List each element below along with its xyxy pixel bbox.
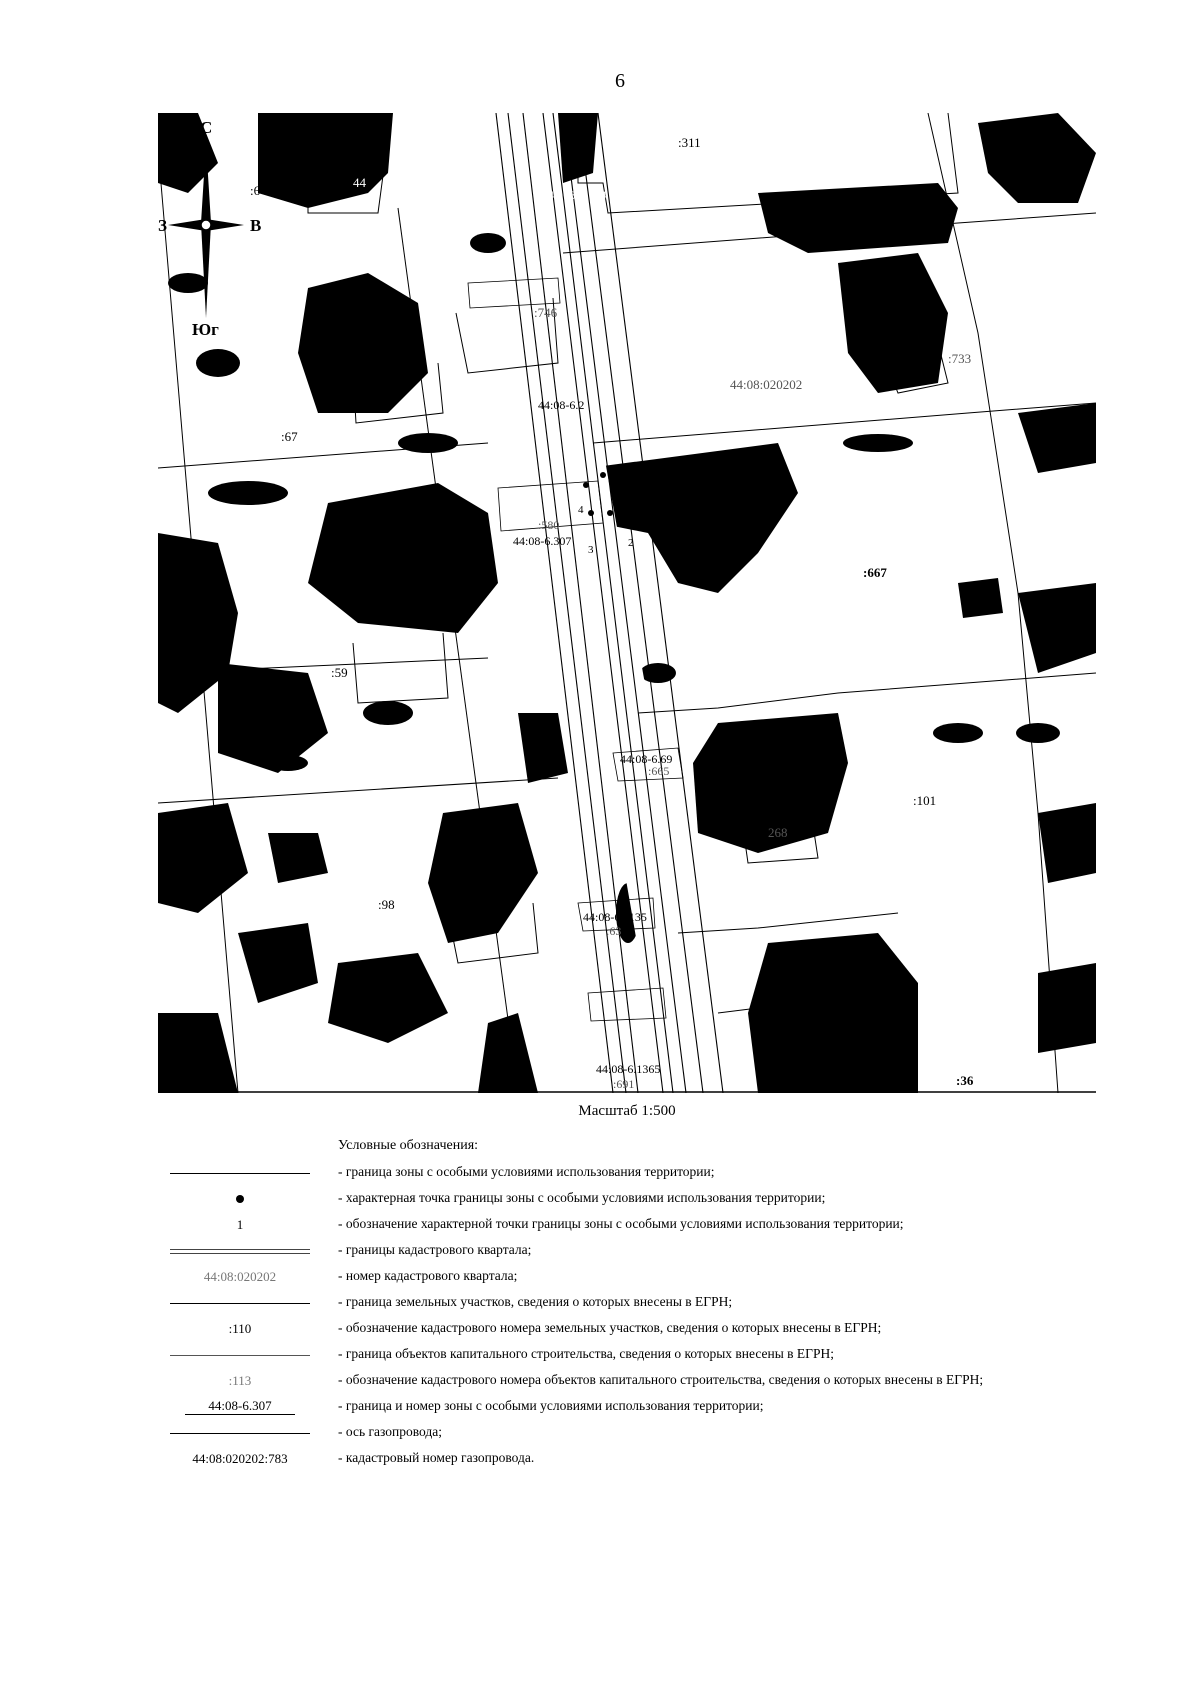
page-number: 6: [615, 70, 625, 92]
parcel-label-36: :36: [956, 1073, 974, 1088]
building-label-733: :733: [948, 351, 972, 366]
legend-row: [158, 1186, 1158, 1212]
compass-south-label: Юг: [192, 320, 219, 339]
legend-description: - характерная точка границы зоны с особыми условиями использования территории;: [338, 1190, 826, 1205]
parcel-label-59: :59: [331, 665, 348, 680]
building-label-746: :746: [534, 305, 558, 320]
legend-description: - номер кадастрового квартала;: [338, 1268, 518, 1283]
legend-description: - границы кадастрового квартала;: [338, 1242, 532, 1257]
legend-row: [158, 1290, 1158, 1316]
legend-symbol-zone-number: [170, 1394, 310, 1420]
legend-symbol-pipeline-axis: [170, 1420, 310, 1446]
parcel-label-6: :6: [250, 183, 261, 198]
legend-description: - граница и номер зоны с особыми условиями использования территории;: [338, 1398, 764, 1413]
legend: [158, 1160, 1158, 1472]
building-label-268: 268: [768, 825, 788, 840]
legend-description: - граница земельных участков, сведения о которых внесены в ЕГРН;: [338, 1294, 733, 1309]
parcel-label-67: :67: [281, 429, 298, 444]
legend-row: [158, 1160, 1158, 1186]
legend-row: [158, 1420, 1158, 1446]
legend-row: [158, 1264, 1158, 1290]
building-label-44: 44: [353, 175, 366, 190]
quarter-number-label: 44:08:020202: [730, 377, 803, 392]
compass-west-label: З: [158, 216, 167, 235]
legend-row: [158, 1316, 1158, 1342]
zone-label-1135: 44:08-6.1135: [583, 910, 647, 924]
compass-north-label: С: [200, 118, 213, 137]
zone-label-307: 44:08-6.307: [513, 534, 572, 548]
legend-description: - обозначение характерной точки границы зоны с особыми условиями использования территории;: [338, 1216, 904, 1231]
legend-description: - обозначение кадастрового номера объектов капитального строительства, сведения о которых внесены в ЕГРН;: [338, 1372, 984, 1387]
legend-row: [158, 1394, 1158, 1420]
legend-title: Условные обозначения:: [338, 1138, 479, 1153]
point-label-3: 3: [588, 544, 594, 556]
legend-symbol-point: [170, 1186, 310, 1212]
legend-symbol-pipeline-number: 44:08:020202:783: [192, 1451, 288, 1466]
legend-row: [158, 1446, 1158, 1472]
legend-symbol-zone-boundary: [170, 1160, 310, 1186]
building-label-580: :580: [538, 518, 560, 532]
legend-description: - кадастровый номер газопровода.: [338, 1450, 535, 1465]
point-label-2: 2: [628, 537, 634, 549]
legend-description: - обозначение кадастрового номера земельных участков, сведения о которых внесены в ЕГРН;: [338, 1320, 882, 1335]
parcel-label-98: :98: [378, 897, 395, 912]
compass-east-label: В: [250, 216, 262, 235]
point-label-1: 1: [618, 494, 624, 506]
scale-label: Масштаб 1:500: [578, 1103, 676, 1119]
parcel-label-311: :311: [678, 135, 701, 150]
legend-symbol-building-boundary: [170, 1342, 310, 1368]
zone-label-69: 44:08-6.69: [620, 752, 673, 766]
legend-description: - ось газопровода;: [338, 1424, 442, 1439]
legend-symbol-building-number: :113: [228, 1373, 252, 1388]
parcel-label-101: :101: [913, 793, 937, 808]
building-label-691: :691: [613, 1077, 635, 1091]
zone-label-774: 44:08-6.774: [548, 188, 607, 202]
legend-symbol-quarter-boundary: [170, 1238, 310, 1264]
cadastral-map: [158, 113, 1096, 1093]
building-label-665: :665: [648, 764, 670, 778]
legend-symbol-parcel-boundary: [170, 1290, 310, 1316]
legend-row: [158, 1342, 1158, 1368]
parcel-label-667: :667: [863, 565, 887, 580]
legend-row: [158, 1368, 1158, 1394]
building-label-63: :63: [606, 924, 622, 938]
zone-label-2: 44:08-6.2: [538, 398, 585, 412]
legend-symbol-point-number: 1: [236, 1217, 244, 1232]
zone-label-1365: 44:08-6.1365: [596, 1062, 661, 1076]
legend-symbol-parcel-number: :110: [228, 1321, 252, 1336]
legend-description: - граница объектов капитального строительства, сведения о которых внесены в ЕГРН;: [338, 1346, 834, 1361]
legend-row: [158, 1238, 1158, 1264]
legend-symbol-quarter-number: 44:08:020202: [203, 1269, 277, 1284]
point-label-4: 4: [578, 504, 584, 516]
legend-description: - граница зоны с особыми условиями использования территории;: [338, 1164, 715, 1179]
legend-zone-number-text: 44:08-6.307: [208, 1398, 272, 1413]
parcel-label-83: :83: [846, 319, 864, 334]
legend-row: [158, 1212, 1158, 1238]
